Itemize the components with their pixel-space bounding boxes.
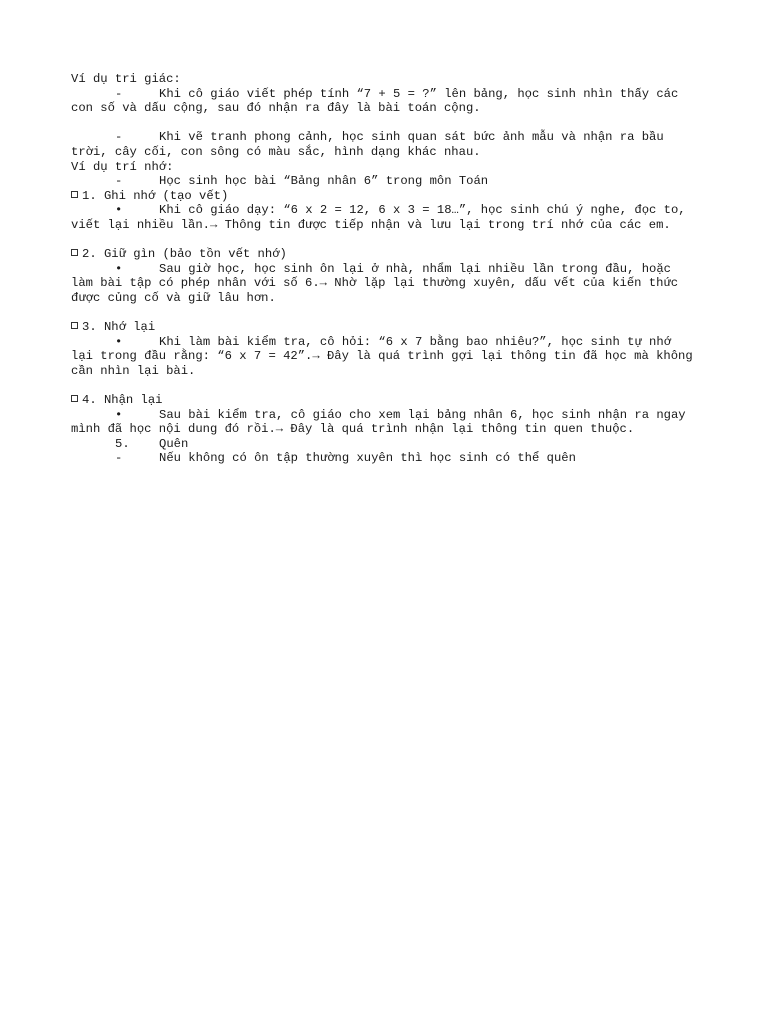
perception-intro: Ví dụ tri giác: <box>71 72 181 86</box>
section-heading-3 <box>71 320 699 335</box>
section-heading-text: 3. Nhớ lại <box>82 320 156 335</box>
spacer <box>71 116 699 131</box>
section-heading-1 <box>71 189 699 204</box>
checkbox-bullet-icon <box>71 191 78 198</box>
dash-marker: - <box>115 86 123 101</box>
perception-item-text: Khi vẽ tranh phong cảnh, học sinh quan sát bức ảnh mẫu và nhận ra bầu trời, cây cối, con sông có màu sắc, hình dạng khác nhau. <box>71 130 664 159</box>
spacer <box>71 233 699 248</box>
section-item-2 <box>71 262 699 306</box>
section-item-1 <box>71 203 699 232</box>
forget-title: Quên <box>159 436 189 451</box>
dash-marker: - <box>115 174 123 189</box>
bullet-marker: • <box>115 203 123 218</box>
forget-heading <box>71 437 699 452</box>
document-page <box>71 72 699 466</box>
section-heading-text: 1. Ghi nhớ (tạo vết) <box>82 188 229 203</box>
bullet-marker: • <box>115 407 123 422</box>
dash-marker: - <box>115 451 123 466</box>
perception-item-1 <box>71 87 699 116</box>
spacer <box>71 306 699 321</box>
memory-intro: Ví dụ trí nhớ: <box>71 159 174 174</box>
memory-item <box>71 174 699 189</box>
bullet-marker: • <box>115 261 123 276</box>
perception-item-text: Khi cô giáo viết phép tính “7 + 5 = ?” lên bảng, học sinh nhìn thấy các con số và dấu cộng, sau đó nhận ra đây là bài toán cộng. <box>71 86 679 116</box>
section-item-text: Sau giờ học, học sinh ôn lại ở nhà, nhẩm lại nhiều lần trong đầu, hoặc làm bài tập có phép nhân với số 6.→ Nhờ lặp lại thường xuyên, dấu vết của kiến thức được củng cố và giữ lâu hơn. <box>71 261 679 305</box>
section-item-4 <box>71 408 699 437</box>
forget-item-text: Nếu không có ôn tập thường xuyên thì học sinh có thể quên <box>159 451 576 466</box>
bullet-marker: • <box>115 334 123 349</box>
section-heading-2 <box>71 247 699 262</box>
checkbox-bullet-icon <box>71 395 78 402</box>
section-heading-text: 2. Giữ gìn (bảo tồn vết nhớ) <box>82 247 287 262</box>
forget-item <box>71 451 699 466</box>
perception-item-2 <box>71 130 699 159</box>
section-heading-text: 4. Nhận lại <box>82 393 163 408</box>
section-heading-4 <box>71 393 699 408</box>
checkbox-bullet-icon <box>71 322 78 329</box>
forget-number: 5. <box>115 436 130 451</box>
dash-marker: - <box>115 130 123 145</box>
section-item-3 <box>71 335 699 379</box>
section-item-text: Khi cô giáo dạy: “6 x 2 = 12, 6 x 3 = 18…”, học sinh chú ý nghe, đọc to, viết lại nhiều lần.→ Thông tin được tiếp nhận và lưu lại trong trí nhớ của các em. <box>71 203 686 232</box>
checkbox-bullet-icon <box>71 249 78 256</box>
section-item-text: Sau bài kiểm tra, cô giáo cho xem lại bảng nhân 6, học sinh nhận ra ngay mình đã học nội dung đó rồi.→ Đây là quá trình nhận lại thông tin quen thuộc. <box>71 407 686 437</box>
spacer <box>71 378 699 393</box>
section-item-text: Khi làm bài kiểm tra, cô hỏi: “6 x 7 bằng bao nhiêu?”, học sinh tự nhớ lại trong đầu rằng: “6 x 7 = 42”.→ Đây là quá trình gợi lại thông tin đã học mà không cần nhìn lại bài. <box>71 334 693 378</box>
memory-item-text: Học sinh học bài “Bảng nhân 6” trong môn Toán <box>159 174 489 189</box>
